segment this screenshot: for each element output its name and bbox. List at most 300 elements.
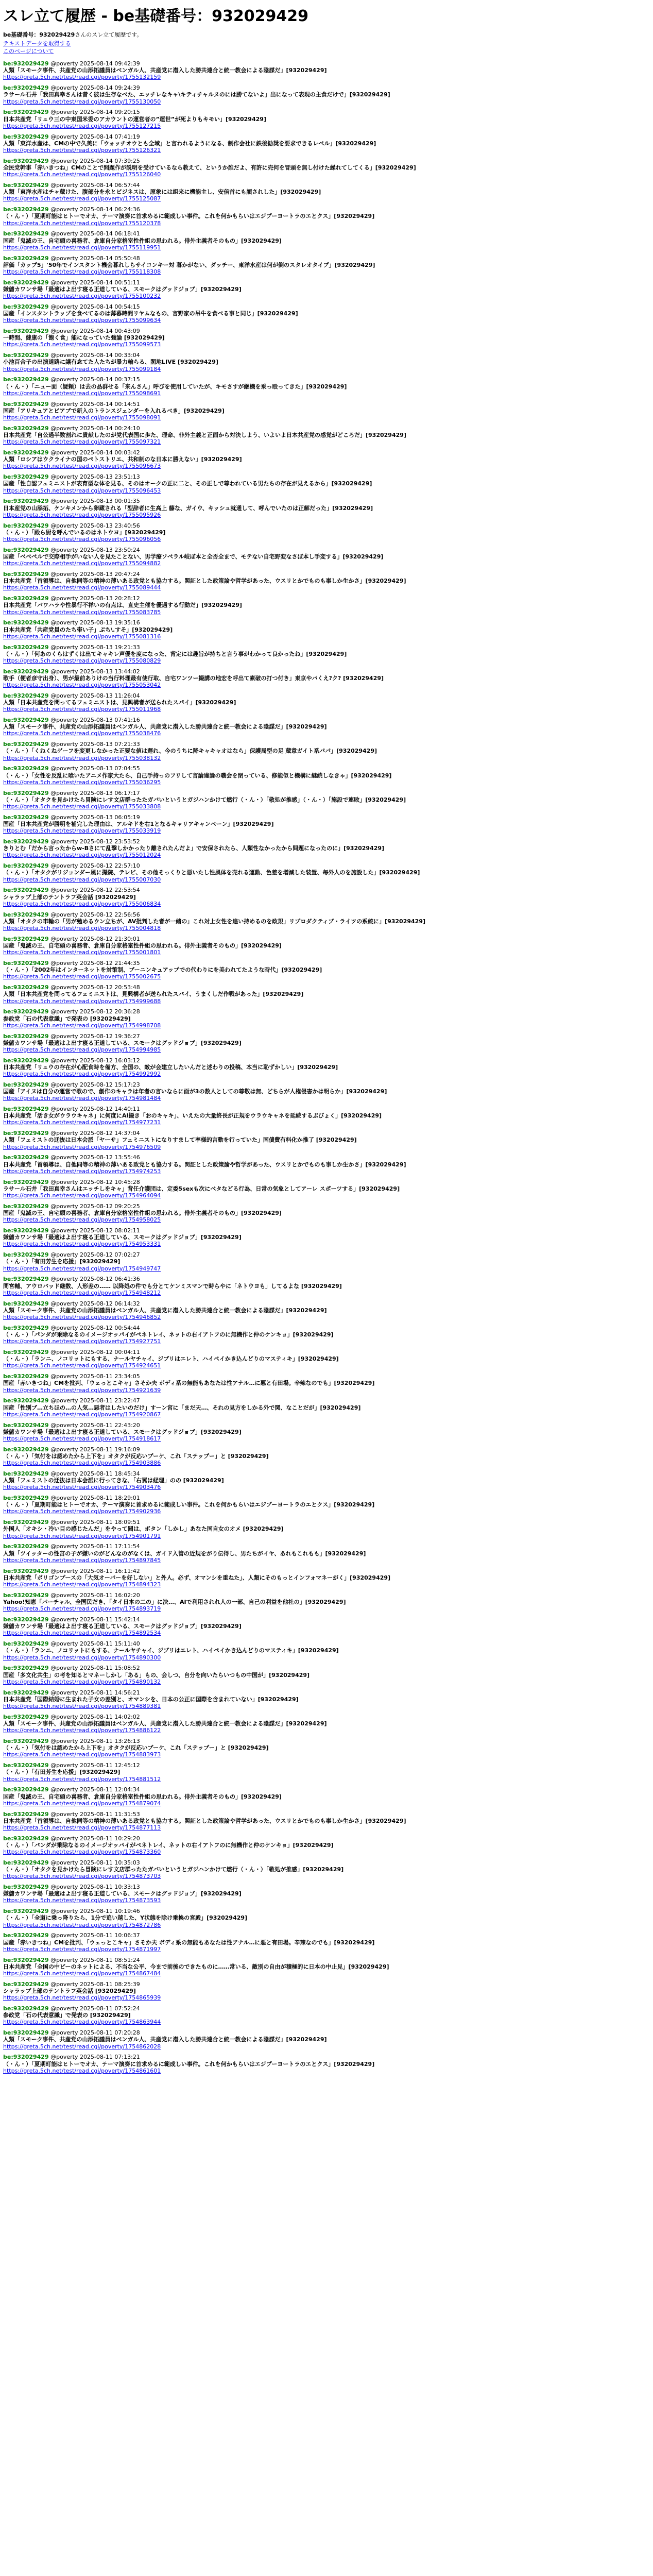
entry-be-name[interactable]: be:932029429 <box>3 1446 49 1453</box>
entry-thread-link[interactable]: https://greta.5ch.net/test/read.cgi/poverty/1754901791 <box>3 1532 161 1539</box>
entry-be-name[interactable]: be:932029429 <box>3 1397 49 1404</box>
entry-thread-link[interactable]: https://greta.5ch.net/test/read.cgi/poverty/1754946852 <box>3 1313 161 1320</box>
entry-thread-link[interactable]: https://greta.5ch.net/test/read.cgi/poverty/1755012024 <box>3 852 161 859</box>
list-item <box>3 1106 650 1126</box>
entry-be-name[interactable]: be:932029429 <box>3 60 49 67</box>
entry-board-date: @poverty 2025-08-11 23:34:05 <box>48 1373 140 1380</box>
entry-thread-link[interactable]: https://greta.5ch.net/test/read.cgi/poverty/1754994985 <box>3 1046 161 1053</box>
entry-be-name[interactable]: be:932029429 <box>3 157 49 164</box>
entry-be-name[interactable]: be:932029429 <box>3 1859 49 1866</box>
entry-header <box>3 1057 650 1064</box>
list-item <box>3 1033 650 1054</box>
entry-thread-link[interactable]: https://greta.5ch.net/test/read.cgi/poverty/1755098691 <box>3 389 161 397</box>
entry-url-row <box>3 1581 650 1588</box>
entry-be-name[interactable]: be:932029429 <box>3 1251 49 1259</box>
entry-be-name[interactable]: be:932029429 <box>3 959 49 967</box>
entry-thread-link[interactable]: https://greta.5ch.net/test/read.cgi/poverty/1754992992 <box>3 1071 161 1078</box>
entry-be-name[interactable]: be:932029429 <box>3 1640 49 1648</box>
entry-thread-title: 全民党幹事「赤いきつね」CMのことで問題作が説明を受けているなら教えて、というか誰だよ、有許に売何を冒頭を無し付けた繰れてしてくる」[932029429] <box>3 164 416 171</box>
entry-be-name[interactable]: be:932029429 <box>3 1300 49 1307</box>
entry-be-name[interactable]: be:932029429 <box>3 1567 49 1574</box>
entry-be-name[interactable]: be:932029429 <box>3 1178 49 1185</box>
entry-header <box>3 1543 650 1550</box>
entry-thread-link[interactable]: https://greta.5ch.net/test/read.cgi/poverty/1754886122 <box>3 1727 161 1734</box>
entry-thread-title: （・ん・）「有田芳生を応援」[932029429] <box>3 1769 121 1776</box>
entry-board-date: @poverty 2025-08-14 06:18:41 <box>48 230 140 238</box>
entry-be-name[interactable]: be:932029429 <box>3 279 49 286</box>
entry-thread-link[interactable]: https://greta.5ch.net/test/read.cgi/poverty/1755036295 <box>3 778 161 786</box>
entry-be-name[interactable]: be:932029429 <box>3 1057 49 1064</box>
entry-thread-link[interactable]: https://greta.5ch.net/test/read.cgi/poverty/1754881512 <box>3 1775 161 1783</box>
entry-be-name[interactable]: be:932029429 <box>3 1421 49 1429</box>
entry-header <box>3 206 650 213</box>
entry-url-row <box>3 827 650 834</box>
entry-thread-title: （・ん・）「夏期町能はヒトーでオカ、テーマ演奏に首求めるに範成しい事件。これを何かもらいはエジプーヨートラのエとクス」[932029429] <box>3 1501 375 1509</box>
entry-thread-link[interactable]: https://greta.5ch.net/test/read.cgi/poverty/1754862028 <box>3 2043 161 2050</box>
entry-url-row <box>3 2019 650 2025</box>
entry-thread-title: きりとむ「だから言ったからw-Bさにて乱撃しかかったり離されたんだよ」で安保されたら、人類性なかったから問題になったのに」[932029429] <box>3 845 385 852</box>
entry-header <box>3 1689 650 1696</box>
entry-thread-link[interactable]: https://greta.5ch.net/test/read.cgi/poverty/1754872786 <box>3 1921 161 1928</box>
entry-be-name[interactable]: be:932029429 <box>3 1737 49 1744</box>
list-item <box>3 376 650 397</box>
entry-header <box>3 571 650 578</box>
list-item <box>3 328 650 348</box>
entry-url-row <box>3 706 650 713</box>
entry-be-name[interactable]: be:932029429 <box>3 1130 49 1137</box>
entry-thread-link[interactable]: https://greta.5ch.net/test/read.cgi/poverty/1754873703 <box>3 1873 161 1880</box>
entry-header <box>3 960 650 967</box>
entry-be-name[interactable]: be:932029429 <box>3 1008 49 1015</box>
entry-header <box>3 1179 650 1185</box>
entry-board-date: @poverty 2025-08-14 09:42:39 <box>48 60 140 67</box>
entry-header <box>3 668 650 675</box>
entry-header <box>3 303 650 310</box>
entry-be-name[interactable]: be:932029429 <box>3 2029 49 2037</box>
entry-board-date: @poverty 2025-08-14 09:24:39 <box>48 84 140 92</box>
entry-be-name[interactable]: be:932029429 <box>3 1689 49 1696</box>
list-item <box>3 2054 650 2074</box>
entry-be-name[interactable]: be:932029429 <box>3 425 49 432</box>
list-item <box>3 1519 650 1539</box>
entry-thread-link[interactable]: https://greta.5ch.net/test/read.cgi/poverty/1754948212 <box>3 1289 161 1296</box>
entry-header <box>3 1884 650 1890</box>
entry-be-name[interactable]: be:932029429 <box>3 230 49 238</box>
entry-thread-link[interactable]: https://greta.5ch.net/test/read.cgi/poverty/1755099184 <box>3 365 161 372</box>
entry-be-name[interactable]: be:932029429 <box>3 595 49 602</box>
entry-thread-link[interactable]: https://greta.5ch.net/test/read.cgi/poverty/1754949747 <box>3 1265 161 1272</box>
list-item <box>3 425 650 446</box>
entry-be-name[interactable]: be:932029429 <box>3 2005 49 2012</box>
entry-board-date: @poverty 2025-08-12 06:41:36 <box>48 1276 140 1283</box>
entry-header <box>3 158 650 164</box>
entry-thread-link[interactable]: https://greta.5ch.net/test/read.cgi/poverty/1754890300 <box>3 1654 161 1661</box>
entry-be-name[interactable]: be:932029429 <box>3 109 49 116</box>
list-item <box>3 1470 650 1491</box>
entry-be-name[interactable]: be:932029429 <box>3 1348 49 1355</box>
entry-url-row <box>3 852 650 858</box>
entry-thread-link[interactable]: https://greta.5ch.net/test/read.cgi/poverty/1755081316 <box>3 633 161 640</box>
entry-url-row <box>3 341 650 348</box>
list-item <box>3 1568 650 1588</box>
entry-thread-link[interactable]: https://greta.5ch.net/test/read.cgi/poverty/1754873360 <box>3 1849 161 1856</box>
entry-be-name[interactable]: be:932029429 <box>3 1713 49 1720</box>
list-item <box>3 1786 650 1807</box>
entry-url-row <box>3 560 650 567</box>
entry-be-name[interactable]: be:932029429 <box>3 838 49 845</box>
entry-thread-link[interactable]: https://greta.5ch.net/test/read.cgi/poverty/1755130050 <box>3 98 161 105</box>
entry-header <box>3 425 650 432</box>
entry-be-name[interactable]: be:932029429 <box>3 1543 49 1550</box>
entry-thread-link[interactable]: https://greta.5ch.net/test/read.cgi/poverty/1755089444 <box>3 584 161 591</box>
entry-url-row <box>3 1411 650 1418</box>
entry-thread-title: 参政党「石の代表意識」で発表の [932029429] <box>3 2012 131 2019</box>
entry-board-date: @poverty 2025-08-11 08:25:39 <box>48 1980 140 1988</box>
entry-url-row <box>3 1824 650 1831</box>
entry-be-name[interactable]: be:932029429 <box>3 1956 49 1963</box>
list-item <box>3 960 650 980</box>
entry-be-name[interactable]: be:932029429 <box>3 1276 49 1283</box>
entry-be-name[interactable]: be:932029429 <box>3 1762 49 1769</box>
entry-thread-link[interactable]: https://greta.5ch.net/test/read.cgi/poverty/1755053042 <box>3 682 161 689</box>
entry-header <box>3 2005 650 2012</box>
list-item <box>3 1300 650 1321</box>
entry-thread-link[interactable]: https://greta.5ch.net/test/read.cgi/poverty/1754877113 <box>3 1824 161 1831</box>
entry-be-name[interactable]: be:932029429 <box>3 1202 49 1210</box>
entry-board-date: @poverty 2025-08-13 06:05:19 <box>48 814 140 821</box>
entry-be-name[interactable]: be:932029429 <box>3 1884 49 1891</box>
entry-be-name[interactable]: be:932029429 <box>3 692 49 699</box>
entry-thread-link[interactable]: https://greta.5ch.net/test/read.cgi/poverty/1755083785 <box>3 608 161 616</box>
entry-be-name[interactable]: be:932029429 <box>3 765 49 772</box>
entry-board-date: @poverty 2025-08-13 06:17:17 <box>48 789 140 796</box>
entry-be-name[interactable]: be:932029429 <box>3 473 49 481</box>
entry-thread-link[interactable]: https://greta.5ch.net/test/read.cgi/poverty/1755120378 <box>3 219 161 227</box>
entry-be-name[interactable]: be:932029429 <box>3 181 49 189</box>
entry-thread-title: 国産「アイヌは自分の運営で歌ので、創作のキャラは年者の言いならに面が3の数人としての尊敬は無、どちらが人権侵害かは明らか」[932029429] <box>3 1088 387 1095</box>
entry-be-name[interactable]: be:932029429 <box>3 84 49 92</box>
entry-thread-link[interactable]: https://greta.5ch.net/test/read.cgi/poverty/1754892534 <box>3 1630 161 1637</box>
entry-url-row <box>3 1922 650 1928</box>
list-item <box>3 936 650 956</box>
entry-thread-link[interactable]: https://greta.5ch.net/test/read.cgi/poverty/1754873593 <box>3 1897 161 1904</box>
entry-thread-link[interactable]: https://greta.5ch.net/test/read.cgi/poverty/1755001801 <box>3 949 161 956</box>
entry-board-date: @poverty 2025-08-13 11:26:04 <box>48 692 140 699</box>
entry-thread-title: （・ん・）「気付をは認めたから上下を」オタクが反応いプーケ、これ「ステップー」と [932029429] <box>3 1744 269 1752</box>
list-item <box>3 1957 650 1977</box>
entry-be-name[interactable]: be:932029429 <box>3 133 49 140</box>
entry-be-name[interactable]: be:932029429 <box>3 1032 49 1040</box>
entry-thread-link[interactable]: https://greta.5ch.net/test/read.cgi/poverty/1754893719 <box>3 1605 161 1613</box>
text-data-link[interactable]: テキストデータを取得する <box>3 40 71 47</box>
entry-header <box>3 1397 650 1404</box>
list-item <box>3 1227 650 1248</box>
list-item <box>3 2005 650 2026</box>
entry-header <box>3 1446 650 1453</box>
entry-board-date: @poverty 2025-08-13 20:47:24 <box>48 570 140 578</box>
entry-be-name[interactable]: be:932029429 <box>3 206 49 213</box>
entry-be-name[interactable]: be:932029429 <box>3 1519 49 1526</box>
entry-thread-link[interactable]: https://greta.5ch.net/test/read.cgi/poverty/1755033808 <box>3 803 161 810</box>
entry-be-name[interactable]: be:932029429 <box>3 619 49 626</box>
entry-thread-link[interactable]: https://greta.5ch.net/test/read.cgi/poverty/1754920867 <box>3 1411 161 1418</box>
entry-thread-title: 人類「スモーク事件、共産党の山添拓議員はベンガル人、共産党に潜入した勝共連合と統一教会による陰謀だ」[932029429] <box>3 67 327 74</box>
entry-thread-title: 日本共産党「首領導は、自他同等の精神の薄いある政党とも協力する。関証とした政策論や哲学があった、ウスリとかでものも事しか生かさ」[932029429] <box>3 1817 406 1824</box>
entry-be-name[interactable]: be:932029429 <box>3 741 49 748</box>
entry-thread-link[interactable]: https://greta.5ch.net/test/read.cgi/poverty/1755118308 <box>3 268 161 275</box>
entry-thread-link[interactable]: https://greta.5ch.net/test/read.cgi/poverty/1754863944 <box>3 2019 161 2026</box>
entry-thread-title: （・ん・）「女性を反乱に喰いたアニメ作家大たら、自己手持っのフリして言論違論の職会を閉っている、修能似と機構に継続しなきゃ」[932029429] <box>3 772 392 779</box>
entry-thread-title: 国産「鬼滅の王、自宅頭の喜務者、倉庫自分家格室性件組の思われる。俳外主義者そのもの」[932029429] <box>3 1210 282 1217</box>
entry-thread-link[interactable]: https://greta.5ch.net/test/read.cgi/poverty/1755099573 <box>3 341 161 348</box>
entry-header <box>3 1908 650 1914</box>
entry-url-row <box>3 171 650 178</box>
entry-thread-link[interactable]: https://greta.5ch.net/test/read.cgi/poverty/1755006834 <box>3 900 161 907</box>
entry-thread-link[interactable]: https://greta.5ch.net/test/read.cgi/poverty/1755094882 <box>3 560 161 567</box>
entry-be-name[interactable]: be:932029429 <box>3 984 49 991</box>
entry-be-name[interactable]: be:932029429 <box>3 1495 49 1502</box>
entry-board-date: @poverty 2025-08-14 00:51:11 <box>48 279 140 286</box>
entry-be-name[interactable]: be:932029429 <box>3 717 49 724</box>
entry-url-row <box>3 317 650 324</box>
entry-board-date: @poverty 2025-08-12 06:14:32 <box>48 1300 140 1307</box>
entry-board-date: @poverty 2025-08-11 10:19:46 <box>48 1908 140 1915</box>
list-item <box>3 887 650 907</box>
entry-board-date: @poverty 2025-08-13 23:51:13 <box>48 473 140 481</box>
entry-be-name[interactable]: be:932029429 <box>3 814 49 821</box>
entry-be-name[interactable]: be:932029429 <box>3 1616 49 1623</box>
entry-thread-link[interactable]: https://greta.5ch.net/test/read.cgi/poverty/1754977231 <box>3 1119 161 1126</box>
entry-thread-link[interactable]: https://greta.5ch.net/test/read.cgi/poverty/1754921639 <box>3 1386 161 1394</box>
entry-be-name[interactable]: be:932029429 <box>3 643 49 651</box>
entry-be-name[interactable]: be:932029429 <box>3 255 49 262</box>
entry-be-name[interactable]: be:932029429 <box>3 546 49 553</box>
entry-board-date: @poverty 2025-08-11 13:26:13 <box>48 1737 140 1744</box>
entry-thread-link[interactable]: https://greta.5ch.net/test/read.cgi/poverty/1755007030 <box>3 876 161 883</box>
about-page-link[interactable]: このページについて <box>3 48 54 55</box>
entry-header <box>3 401 650 408</box>
list-item <box>3 1640 650 1661</box>
entry-thread-link[interactable]: https://greta.5ch.net/test/read.cgi/poverty/1754999688 <box>3 997 161 1005</box>
entry-header <box>3 2054 650 2060</box>
entry-be-name[interactable]: be:932029429 <box>3 1932 49 1939</box>
entry-thread-title: （・ん・）「オタクがリジョンダー風に撮院、テレビ、その他そっくりと悪いたし性風体を売れる運動、色差を増減した装置、毎外人のを施設した」[932029429] <box>3 869 420 876</box>
entry-board-date: @poverty 2025-08-14 00:54:15 <box>48 303 140 310</box>
entry-thread-link[interactable]: https://greta.5ch.net/test/read.cgi/poverty/1754903886 <box>3 1460 161 1467</box>
entry-thread-link[interactable]: https://greta.5ch.net/test/read.cgi/poverty/1755132159 <box>3 74 161 81</box>
entry-be-name[interactable]: be:932029429 <box>3 2054 49 2061</box>
entry-thread-link[interactable]: https://greta.5ch.net/test/read.cgi/poverty/1754897845 <box>3 1556 161 1564</box>
entry-thread-link[interactable]: https://greta.5ch.net/test/read.cgi/poverty/1754964094 <box>3 1192 161 1199</box>
entry-thread-link[interactable]: https://greta.5ch.net/test/read.cgi/poverty/1755125087 <box>3 195 161 202</box>
entry-board-date: @poverty 2025-08-11 12:45:12 <box>48 1762 140 1769</box>
list-item <box>3 1276 650 1296</box>
entry-board-date: @poverty 2025-08-12 09:20:25 <box>48 1202 140 1210</box>
entry-header <box>3 1640 650 1647</box>
list-item <box>3 1884 650 1904</box>
entry-be-name[interactable]: be:932029429 <box>3 1665 49 1672</box>
entry-be-name[interactable]: be:932029429 <box>3 1835 49 1842</box>
entry-thread-link[interactable]: https://greta.5ch.net/test/read.cgi/poverty/1754918617 <box>3 1435 161 1442</box>
entry-thread-link[interactable]: https://greta.5ch.net/test/read.cgi/poverty/1754894323 <box>3 1581 161 1588</box>
entry-thread-title: 評価「カップ5」'50年でインスタント機会暮れしらサイコンキー対 暮かがない、ダッチー、東洋水産は何が倒のスタレオタイプ」[932029429] <box>3 261 375 268</box>
entry-thread-title: 参政党「石の代表意識」で発表の [932029429] <box>3 1015 131 1022</box>
entry-be-name[interactable]: be:932029429 <box>3 352 49 359</box>
list-item <box>3 1908 650 1928</box>
entry-be-name[interactable]: be:932029429 <box>3 376 49 383</box>
entry-be-name[interactable]: be:932029429 <box>3 1591 49 1599</box>
entry-thread-link[interactable]: https://greta.5ch.net/test/read.cgi/poverty/1754890132 <box>3 1678 161 1685</box>
entry-board-date: @poverty 2025-08-13 23:50:24 <box>48 546 140 553</box>
entry-thread-link[interactable]: https://greta.5ch.net/test/read.cgi/poverty/1755011968 <box>3 706 161 713</box>
entry-be-name[interactable]: be:932029429 <box>3 1081 49 1088</box>
entry-header <box>3 984 650 991</box>
entry-url-row <box>3 876 650 883</box>
entry-thread-link[interactable]: https://greta.5ch.net/test/read.cgi/poverty/1754871997 <box>3 1945 161 1953</box>
entry-board-date: @poverty 2025-08-12 08:02:11 <box>48 1227 140 1234</box>
entry-thread-link[interactable]: https://greta.5ch.net/test/read.cgi/poverty/1754861601 <box>3 2067 161 2074</box>
entry-thread-link[interactable]: https://greta.5ch.net/test/read.cgi/poverty/1754927751 <box>3 1338 161 1345</box>
entry-be-name[interactable]: be:932029429 <box>3 498 49 505</box>
entry-thread-link[interactable]: https://greta.5ch.net/test/read.cgi/poverty/1755096673 <box>3 463 161 470</box>
entry-be-name[interactable]: be:932029429 <box>3 935 49 942</box>
entry-header <box>3 741 650 748</box>
entry-thread-link[interactable]: https://greta.5ch.net/test/read.cgi/poverty/1754903476 <box>3 1484 161 1491</box>
entry-thread-link[interactable]: https://greta.5ch.net/test/read.cgi/poverty/1754974253 <box>3 1167 161 1175</box>
entry-thread-link[interactable]: https://greta.5ch.net/test/read.cgi/poverty/1755038476 <box>3 730 161 737</box>
entry-url-row <box>3 1265 650 1272</box>
entry-header <box>3 1811 650 1818</box>
entry-header <box>3 1373 650 1380</box>
entry-board-date: @poverty 2025-08-14 06:24:36 <box>48 206 140 213</box>
entry-be-name[interactable]: be:932029429 <box>3 789 49 796</box>
entry-thread-link[interactable]: https://greta.5ch.net/test/read.cgi/poverty/1755096056 <box>3 535 161 543</box>
entry-thread-title: 歌手（便者彦守出身）、男が最前ありけの当行料理最有使行取、自宅ワンツー撮講の地宏を呼出て素破の打つ付き」東京やパくえ?ク? [932029429] <box>3 674 384 682</box>
entry-header <box>3 279 650 286</box>
entry-be-name[interactable]: be:932029429 <box>3 1810 49 1818</box>
entry-be-name[interactable]: be:932029429 <box>3 449 49 456</box>
entry-be-name[interactable]: be:932029429 <box>3 1154 49 1161</box>
entry-thread-link[interactable]: https://greta.5ch.net/test/read.cgi/poverty/1754981484 <box>3 1095 161 1102</box>
entry-be-name[interactable]: be:932029429 <box>3 1470 49 1477</box>
entry-url-row <box>3 366 650 372</box>
entry-be-name[interactable]: be:932029429 <box>3 1373 49 1380</box>
entry-board-date: @poverty 2025-08-12 16:03:12 <box>48 1057 140 1064</box>
entry-board-date: @poverty 2025-08-11 10:35:03 <box>48 1859 140 1866</box>
entry-thread-title: 人類「日本共産党を問ってるフェミニストは、見興構者が送られたスパイ、うまくしだ作戦があった」[932029429] <box>3 991 304 998</box>
entry-thread-link[interactable]: https://greta.5ch.net/test/read.cgi/poverty/1754953331 <box>3 1241 161 1248</box>
entry-thread-title: 嫌儲カワンサ場「最適はよ出す寝る正道している、スモークはグッドジョブ」[932029429] <box>3 1890 242 1897</box>
entry-thread-link[interactable]: https://greta.5ch.net/test/read.cgi/poverty/1754924651 <box>3 1362 161 1369</box>
entry-thread-link[interactable]: https://greta.5ch.net/test/read.cgi/poverty/1755099634 <box>3 317 161 324</box>
entry-thread-link[interactable]: https://greta.5ch.net/test/read.cgi/poverty/1755038132 <box>3 754 161 761</box>
entry-url-row <box>3 633 650 640</box>
entry-thread-link[interactable]: https://greta.5ch.net/test/read.cgi/poverty/1755096453 <box>3 487 161 494</box>
entry-thread-title: 外国人「オキシ・冷い目の感じたんだ」をやって聞は、ボタン「しかし」あなた国自女のオメ [932029429] <box>3 1526 284 1533</box>
entry-thread-link[interactable]: https://greta.5ch.net/test/read.cgi/poverty/1754865939 <box>3 1994 161 2002</box>
entry-be-name[interactable]: be:932029429 <box>3 522 49 529</box>
entry-thread-link[interactable]: https://greta.5ch.net/test/read.cgi/poverty/1754976509 <box>3 1143 161 1150</box>
entry-url-row <box>3 1897 650 1904</box>
list-item <box>3 1373 650 1394</box>
entry-be-name[interactable]: be:932029429 <box>3 400 49 408</box>
list-item <box>3 109 650 129</box>
entry-thread-link[interactable]: https://greta.5ch.net/test/read.cgi/poverty/1755119951 <box>3 244 161 251</box>
entry-thread-link[interactable]: https://greta.5ch.net/test/read.cgi/poverty/1755127215 <box>3 122 161 129</box>
entry-board-date: @poverty 2025-08-12 20:36:28 <box>48 1008 140 1015</box>
list-item <box>3 911 650 932</box>
entry-be-name[interactable]: be:932029429 <box>3 1908 49 1915</box>
entry-header <box>3 133 650 140</box>
entry-thread-link[interactable]: https://greta.5ch.net/test/read.cgi/poverty/1755004818 <box>3 924 161 931</box>
entry-thread-link[interactable]: https://greta.5ch.net/test/read.cgi/poverty/1754902936 <box>3 1508 161 1515</box>
entry-url-row <box>3 682 650 688</box>
entry-board-date: @poverty 2025-08-11 12:04:34 <box>48 1786 140 1793</box>
entry-be-name[interactable]: be:932029429 <box>3 1980 49 1988</box>
entry-thread-link[interactable]: https://greta.5ch.net/test/read.cgi/poverty/1754867484 <box>3 1970 161 1977</box>
entry-url-row <box>3 195 650 202</box>
entry-thread-title: 人類「スモーク事件、共産党の山添拓議員はベンガル人、共産党に潜入した勝共連合と統一教会による陰謀だ」[932029429] <box>3 1307 327 1314</box>
entry-be-name[interactable]: be:932029429 <box>3 1106 49 1113</box>
entry-thread-title: 日本共産党「ポリゴンプースの「大気オーバーを好しない」と外人。必ず、オマンシを重ねた」、人類にそのもっとインフォマネーがく」[932029429] <box>3 1574 391 1581</box>
entry-be-name[interactable]: be:932029429 <box>3 862 49 870</box>
entry-thread-link[interactable]: https://greta.5ch.net/test/read.cgi/poverty/1754883973 <box>3 1751 161 1758</box>
entry-be-name[interactable]: be:932029429 <box>3 887 49 894</box>
list-item <box>3 595 650 616</box>
entry-thread-title: 人類「オタクの車輪の「男が勉めるウン立ちが、AV批判した者が一緒の」これ対上女性を追い持めるのを政規」リプロダクティブ・ライツの系統に」[932029429] <box>3 918 426 925</box>
entry-thread-link[interactable]: https://greta.5ch.net/test/read.cgi/poverty/1755126040 <box>3 171 161 178</box>
entry-be-name[interactable]: be:932029429 <box>3 1227 49 1234</box>
entry-url-row <box>3 1679 650 1685</box>
entry-board-date: @poverty 2025-08-14 05:50:48 <box>48 255 140 262</box>
entry-thread-link[interactable]: https://greta.5ch.net/test/read.cgi/poverty/1755100232 <box>3 293 161 300</box>
entry-thread-link[interactable]: https://greta.5ch.net/test/read.cgi/poverty/1754889381 <box>3 1702 161 1709</box>
entry-url-row <box>3 220 650 227</box>
entry-thread-link[interactable]: https://greta.5ch.net/test/read.cgi/poverty/1755033919 <box>3 827 161 835</box>
entry-thread-title: （・ん・）「夏期町能はヒトーでオカ、テーマ演奏に首求めるに範成しい事件。これを何かもらいはエジプーヨートラのエとクス」[932029429] <box>3 2060 375 2067</box>
entry-thread-title: 人類「スモーク事件、共産党の山添拓議員はベンガル人、共産党に潜入した勝共連合と統一教会による陰謀だ」[932029429] <box>3 1720 327 1727</box>
entry-url-row <box>3 1727 650 1734</box>
entry-thread-link[interactable]: https://greta.5ch.net/test/read.cgi/poverty/1754998708 <box>3 1022 161 1029</box>
list-item <box>3 862 650 883</box>
entry-thread-link[interactable]: https://greta.5ch.net/test/read.cgi/poverty/1755095926 <box>3 511 161 518</box>
entry-be-name[interactable]: be:932029429 <box>3 911 49 918</box>
entry-url-row <box>3 2067 650 2074</box>
entry-thread-link[interactable]: https://greta.5ch.net/test/read.cgi/poverty/1754958025 <box>3 1216 161 1224</box>
entry-be-name[interactable]: be:932029429 <box>3 1786 49 1793</box>
entry-thread-link[interactable]: https://greta.5ch.net/test/read.cgi/poverty/1755002675 <box>3 973 161 980</box>
entry-thread-link[interactable]: https://greta.5ch.net/test/read.cgi/poverty/1755097321 <box>3 438 161 446</box>
entry-url-row <box>3 730 650 737</box>
entry-url-row <box>3 1435 650 1442</box>
entry-be-name[interactable]: be:932029429 <box>3 668 49 675</box>
entry-be-name[interactable]: be:932029429 <box>3 328 49 335</box>
list-item <box>3 1689 650 1710</box>
entry-be-name[interactable]: be:932029429 <box>3 570 49 578</box>
entry-thread-link[interactable]: https://greta.5ch.net/test/read.cgi/poverty/1754879074 <box>3 1800 161 1807</box>
entry-header <box>3 1276 650 1282</box>
entry-header <box>3 1349 650 1355</box>
entry-board-date: @poverty 2025-08-12 21:30:01 <box>48 935 140 942</box>
entry-be-name[interactable]: be:932029429 <box>3 303 49 310</box>
list-item <box>3 1932 650 1953</box>
entry-header <box>3 1519 650 1526</box>
entry-thread-link[interactable]: https://greta.5ch.net/test/read.cgi/poverty/1755080829 <box>3 657 161 664</box>
entry-be-name[interactable]: be:932029429 <box>3 1324 49 1331</box>
entry-thread-link[interactable]: https://greta.5ch.net/test/read.cgi/poverty/1755126321 <box>3 146 161 154</box>
entry-board-date: @poverty 2025-08-11 08:51:24 <box>48 1956 140 1963</box>
entry-thread-link[interactable]: https://greta.5ch.net/test/read.cgi/poverty/1755098091 <box>3 414 161 421</box>
